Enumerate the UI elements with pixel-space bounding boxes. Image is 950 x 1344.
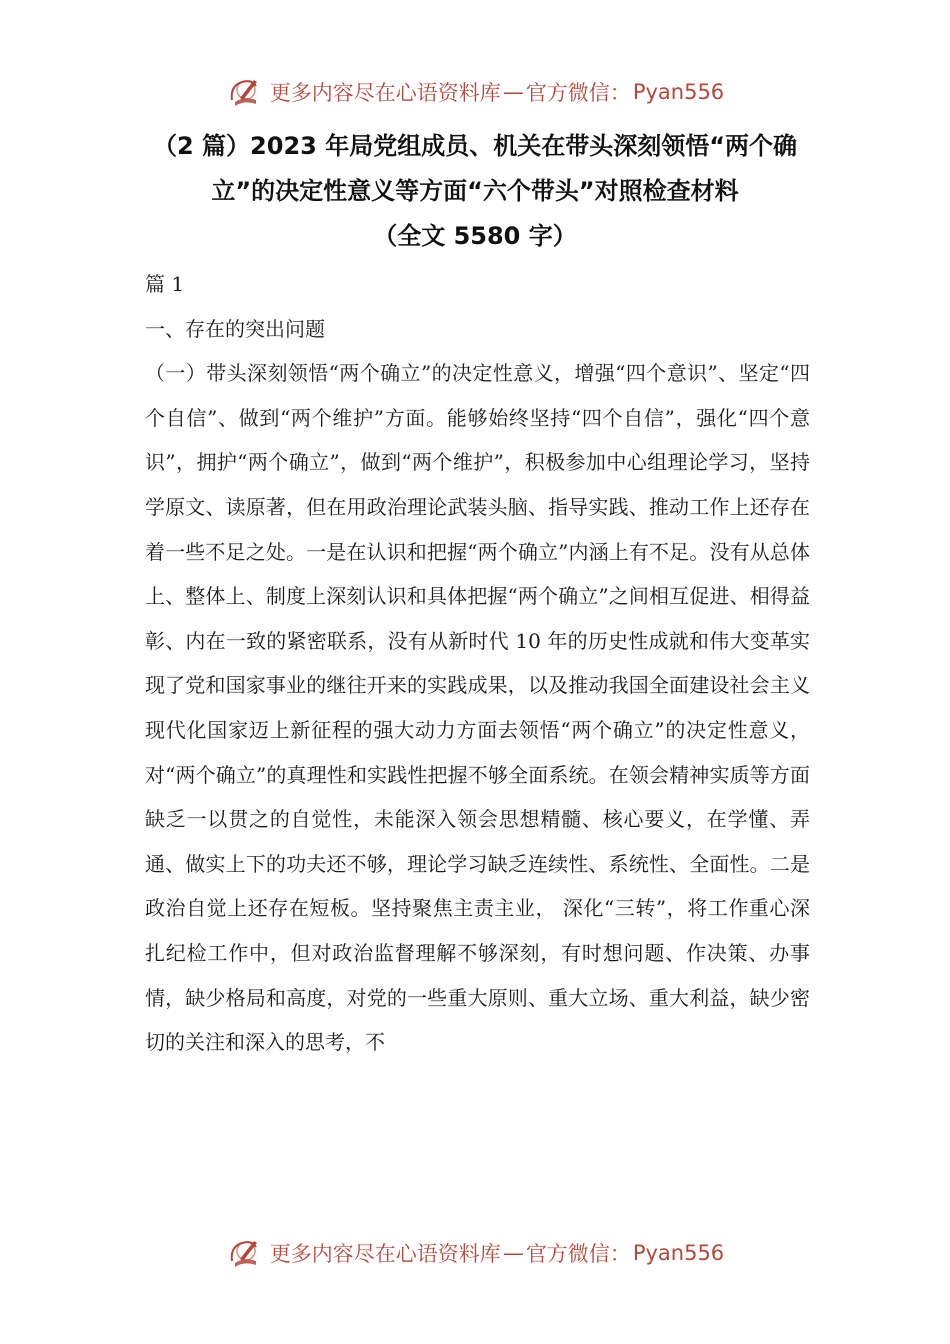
footer-banner (0, 1233, 950, 1273)
banner-wechat-id: Pyan556 (632, 1241, 725, 1265)
title-line-2: 立”的决定性意义等方面“六个带头”对照检查材料 (211, 177, 739, 205)
section-heading: 一、存在的突出问题 (145, 316, 325, 341)
pen-book-logo-icon (226, 74, 266, 110)
banner-slogan: 更多内容尽在心语资料库 (269, 1242, 501, 1266)
banner-wechat-label: 官方微信： (525, 81, 631, 105)
banner-separator: — (502, 1241, 524, 1265)
section-label: 篇 1 (145, 272, 185, 296)
banner-wechat-label: 官方微信： (525, 1242, 631, 1266)
title-line-1: （2 篇）2023 年局党组成员、机关在带头深刻领悟“两个确 (153, 132, 797, 160)
banner-wechat-id: Pyan556 (632, 80, 725, 104)
document-body (145, 262, 810, 1065)
banner-separator: — (502, 80, 524, 104)
header-banner (0, 72, 950, 112)
document-title (100, 124, 850, 259)
banner-slogan: 更多内容尽在心语资料库 (269, 81, 501, 105)
title-line-3: （全文 5580 字） (373, 222, 577, 250)
pen-book-logo-icon (226, 1235, 266, 1271)
body-paragraph: （一）带头深刻领悟“两个确立”的决定性意义，增强“四个意识”、坚定“四个自信”、做到“两个维护”方面。能够始终坚持“四个自信”，强化“四个意识”，拥护“两个确立”，做到“两个维护”，积极参加中心组理论学习，坚持学原文、读原著，但在用政治理论武装头脑、指导实践、推动工作上还存在着一些不足之处。一是在认识和把握“两个确立”内涵上有不足。没有从总体上、整体上、制度上深刻认识和具体把握“两个确立”之间相互促进、相得益彰、内在一致的紧密联系，没有从新时代 10 年的历史性成就和伟大变革实现了党和国家事业的继往开来的实践成果，以及推动我国全面建设社会主义现代化国家迈上新征程的强大动力方面去领悟“两个确立”的决定性意义，对“两个确立”的真理性和实践性把握不够全面系统。在领会精神实质等方面缺乏一以贯之的自觉性，未能深入领会思想精髓、核心要义，在学懂、弄通、做实上下的功夫还不够，理论学习缺乏连续性、系统性、全面性。二是政治自觉上还存在短板。坚持聚焦主责主业， 深化“三转”，将工作重心深扎纪检工作中，但对政治监督理解不够深刻，有时想问题、作决策、办事情，缺少格局和高度，对党的一些重大原则、重大立场、重大利益，缺少密切的关注和深入的思考，不 (145, 361, 810, 1055)
